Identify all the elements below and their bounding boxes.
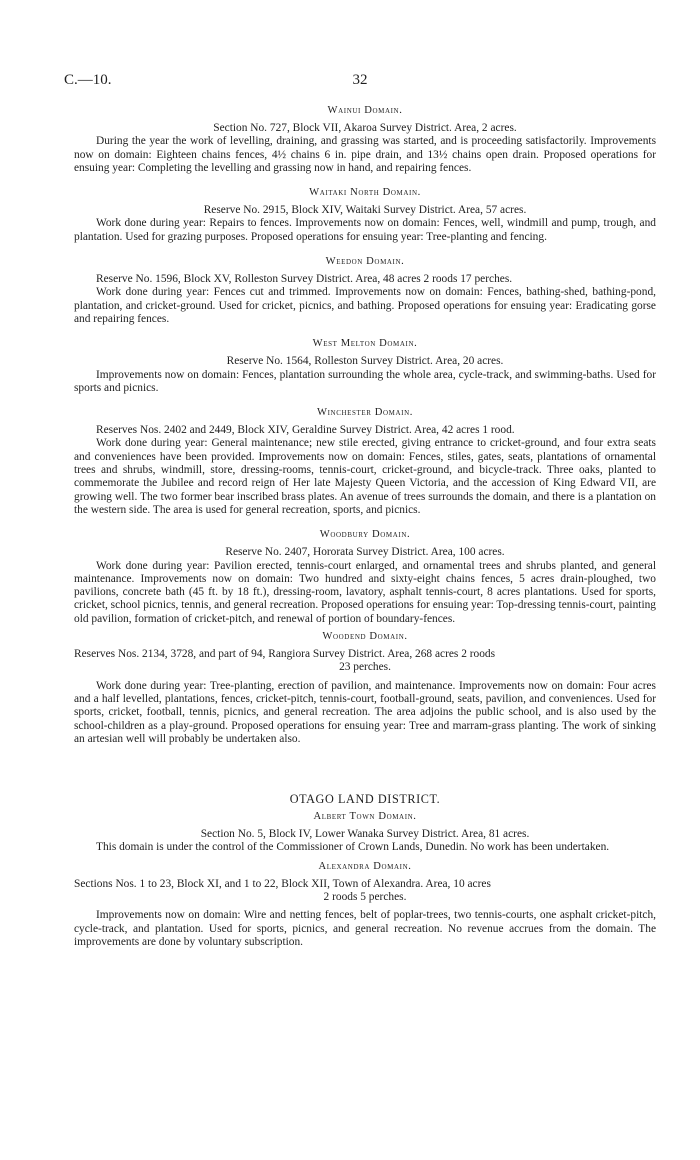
section-title: West Melton Domain. — [312, 338, 418, 350]
section-reference: Reserve No. 1596, Block XV, Rolleston Survey District. Area, 48 acres 2 roods 17 perches. — [96, 273, 513, 286]
document-reference: C.—10. — [64, 72, 112, 88]
section-body: Improvements now on domain: Fences, plantation surrounding the whole area, cycle-track, and swimming-baths. Used for sports and picnics. — [74, 368, 656, 394]
page-number: 32 — [352, 72, 368, 88]
section-reference-continued: 23 perches. — [339, 661, 391, 674]
section-reference: Section No. 5, Block IV, Lower Wanaka Survey District. Area, 81 acres. — [200, 828, 530, 841]
page-header — [64, 72, 656, 94]
section-reference: Reserves Nos. 2134, 3728, and part of 94, Rangiora Survey District. Area, 268 acres 2 roods — [74, 648, 496, 661]
section-title: Weedon Domain. — [325, 256, 405, 268]
district-title: OTAGO LAND DISTRICT. — [289, 792, 441, 807]
section-title: Woodbury Domain. — [319, 529, 411, 541]
domain-section-wainui — [74, 104, 656, 175]
section-title: Wainui Domain. — [327, 105, 403, 116]
domain-section-weedon — [74, 255, 656, 326]
section-body: This domain is under the control of the Commissioner of Crown Lands, Dunedin. No work has been undertaken. — [96, 841, 610, 854]
section-reference-continued: 2 roods 5 perches. — [323, 890, 407, 903]
section-body: During the year the work of levelling, draining, and grassing was started, and is proceeding satisfactorily. Improvements now on domain: Eighteen chains fences, 4½ chains 6 in. pipe drain, and 13½ chains open drain. Proposed operations for ensuing year: Completing the levelling and grassing now in hand, and repairing fences. — [74, 135, 656, 174]
section-title: Alexandra Domain. — [318, 860, 412, 872]
section-reference: Reserve No. 2407, Hororata Survey District. Area, 100 acres. — [225, 546, 505, 559]
section-reference: Section No. 727, Block VII, Akaroa Survey District. Area, 2 acres. — [213, 122, 517, 134]
section-title: Winchester Domain. — [317, 407, 413, 419]
section-body: Work done during year: Pavilion erected, tennis-court enlarged, and ornamental trees and shrubs planted, and general maintenance. Improvements now on domain: Two hundred and sixty-eight chains fences, 5 acres drain-ploughed, two pavilions, concrete bath (45 ft. by 18 ft.), dressing-room, lavatory, asphalt tennis-court, 8 acres plantations. Used for sports, cricket, school picnics, tennis, and general recreation. Proposed operations for ensuing year: Top-dressing tennis-court, painting old pavilion, formation of cricket-pitch, and renewal of portion of boundary-fences. — [74, 559, 656, 625]
section-reference: Sections Nos. 1 to 23, Block XI, and 1 to 22, Block XII, Town of Alexandra. Area, 10 acres — [74, 877, 491, 890]
section-reference: Reserve No. 1564, Rolleston Survey District. Area, 20 acres. — [226, 355, 504, 368]
section-body: Work done during year: General maintenance; new stile erected, giving entrance to cricket-ground, and four extra seats and conveniences have been provided. Improvements now on domain: Fences, stiles, gates, seats, plantations of ornamental trees and shrubs, windmill, store, dressing-rooms, tennis-court, cricket-ground, and bicycle-track. Three oaks, planted to commemorate the Jubilee and record reign of Her late Majesty Queen Victoria, and the accession of King Edward VII, are growing well. The two former bear inscribed brass plates. An avenue of trees surrounds the domain, and there is a plantation on the western side. The area is used for general recreation, sports, and picnics. — [74, 437, 656, 516]
section-title: Woodend Domain. — [322, 631, 408, 643]
domain-section-winchester — [74, 406, 656, 517]
page-body — [74, 104, 656, 949]
domain-section-woodbury — [74, 528, 656, 626]
section-body: Work done during year: Repairs to fences. Improvements now on domain: Fences, well, windmill and pump, trough, and plantation. Used for grazing purposes. Proposed operations for ensuing year: Tree-planting and fencing. — [74, 217, 656, 243]
section-title: Waitaki North Domain. — [309, 187, 421, 199]
section-body: Improvements now on domain: Wire and netting fences, belt of poplar-trees, two tennis-courts, one asphalt cricket-pitch, cycle-track, and plantation. Used for sports, picnics, and general recreation. No revenue accrues from the domain. The improvements are done by voluntary subscription. — [74, 909, 656, 948]
domain-section-albert-town — [74, 810, 656, 855]
domain-section-woodend — [74, 630, 656, 746]
section-body: Work done during year: Fences cut and trimmed. Improvements now on domain: Fences, bathing-shed, bathing-pond, plantation, and cricket-ground. Used for cricket, picnics, and bathing. Proposed operations for ensuing year: Eradicating gorse and repairing fences. — [74, 286, 656, 325]
section-body: Work done during year: Tree-planting, erection of pavilion, and maintenance. Improvements now on domain: Four acres and a half levelled, plantations, fences, cricket-pitch, tennis-court, football-ground, seats, pavilion, and conveniences. Used for sports, cricket, football, tennis, picnics, and general recreation. The area adjoins the public school, and is also used by the school-children as a play-ground. Proposed operations for ensuing year: Tree and marram-grass planting. The work of sinking an artesian well will probably be undertaken also. — [74, 679, 656, 745]
domain-section-alexandra — [74, 860, 656, 949]
domain-section-west-melton — [74, 337, 656, 395]
section-reference: Reserve No. 2915, Block XIV, Waitaki Survey District. Area, 57 acres. — [203, 204, 527, 217]
section-title: Albert Town Domain. — [313, 811, 417, 823]
section-reference: Reserves Nos. 2402 and 2449, Block XIV, Geraldine Survey District. Area, 42 acres 1 rood. — [96, 424, 515, 437]
domain-section-waitaki-north — [74, 186, 656, 244]
